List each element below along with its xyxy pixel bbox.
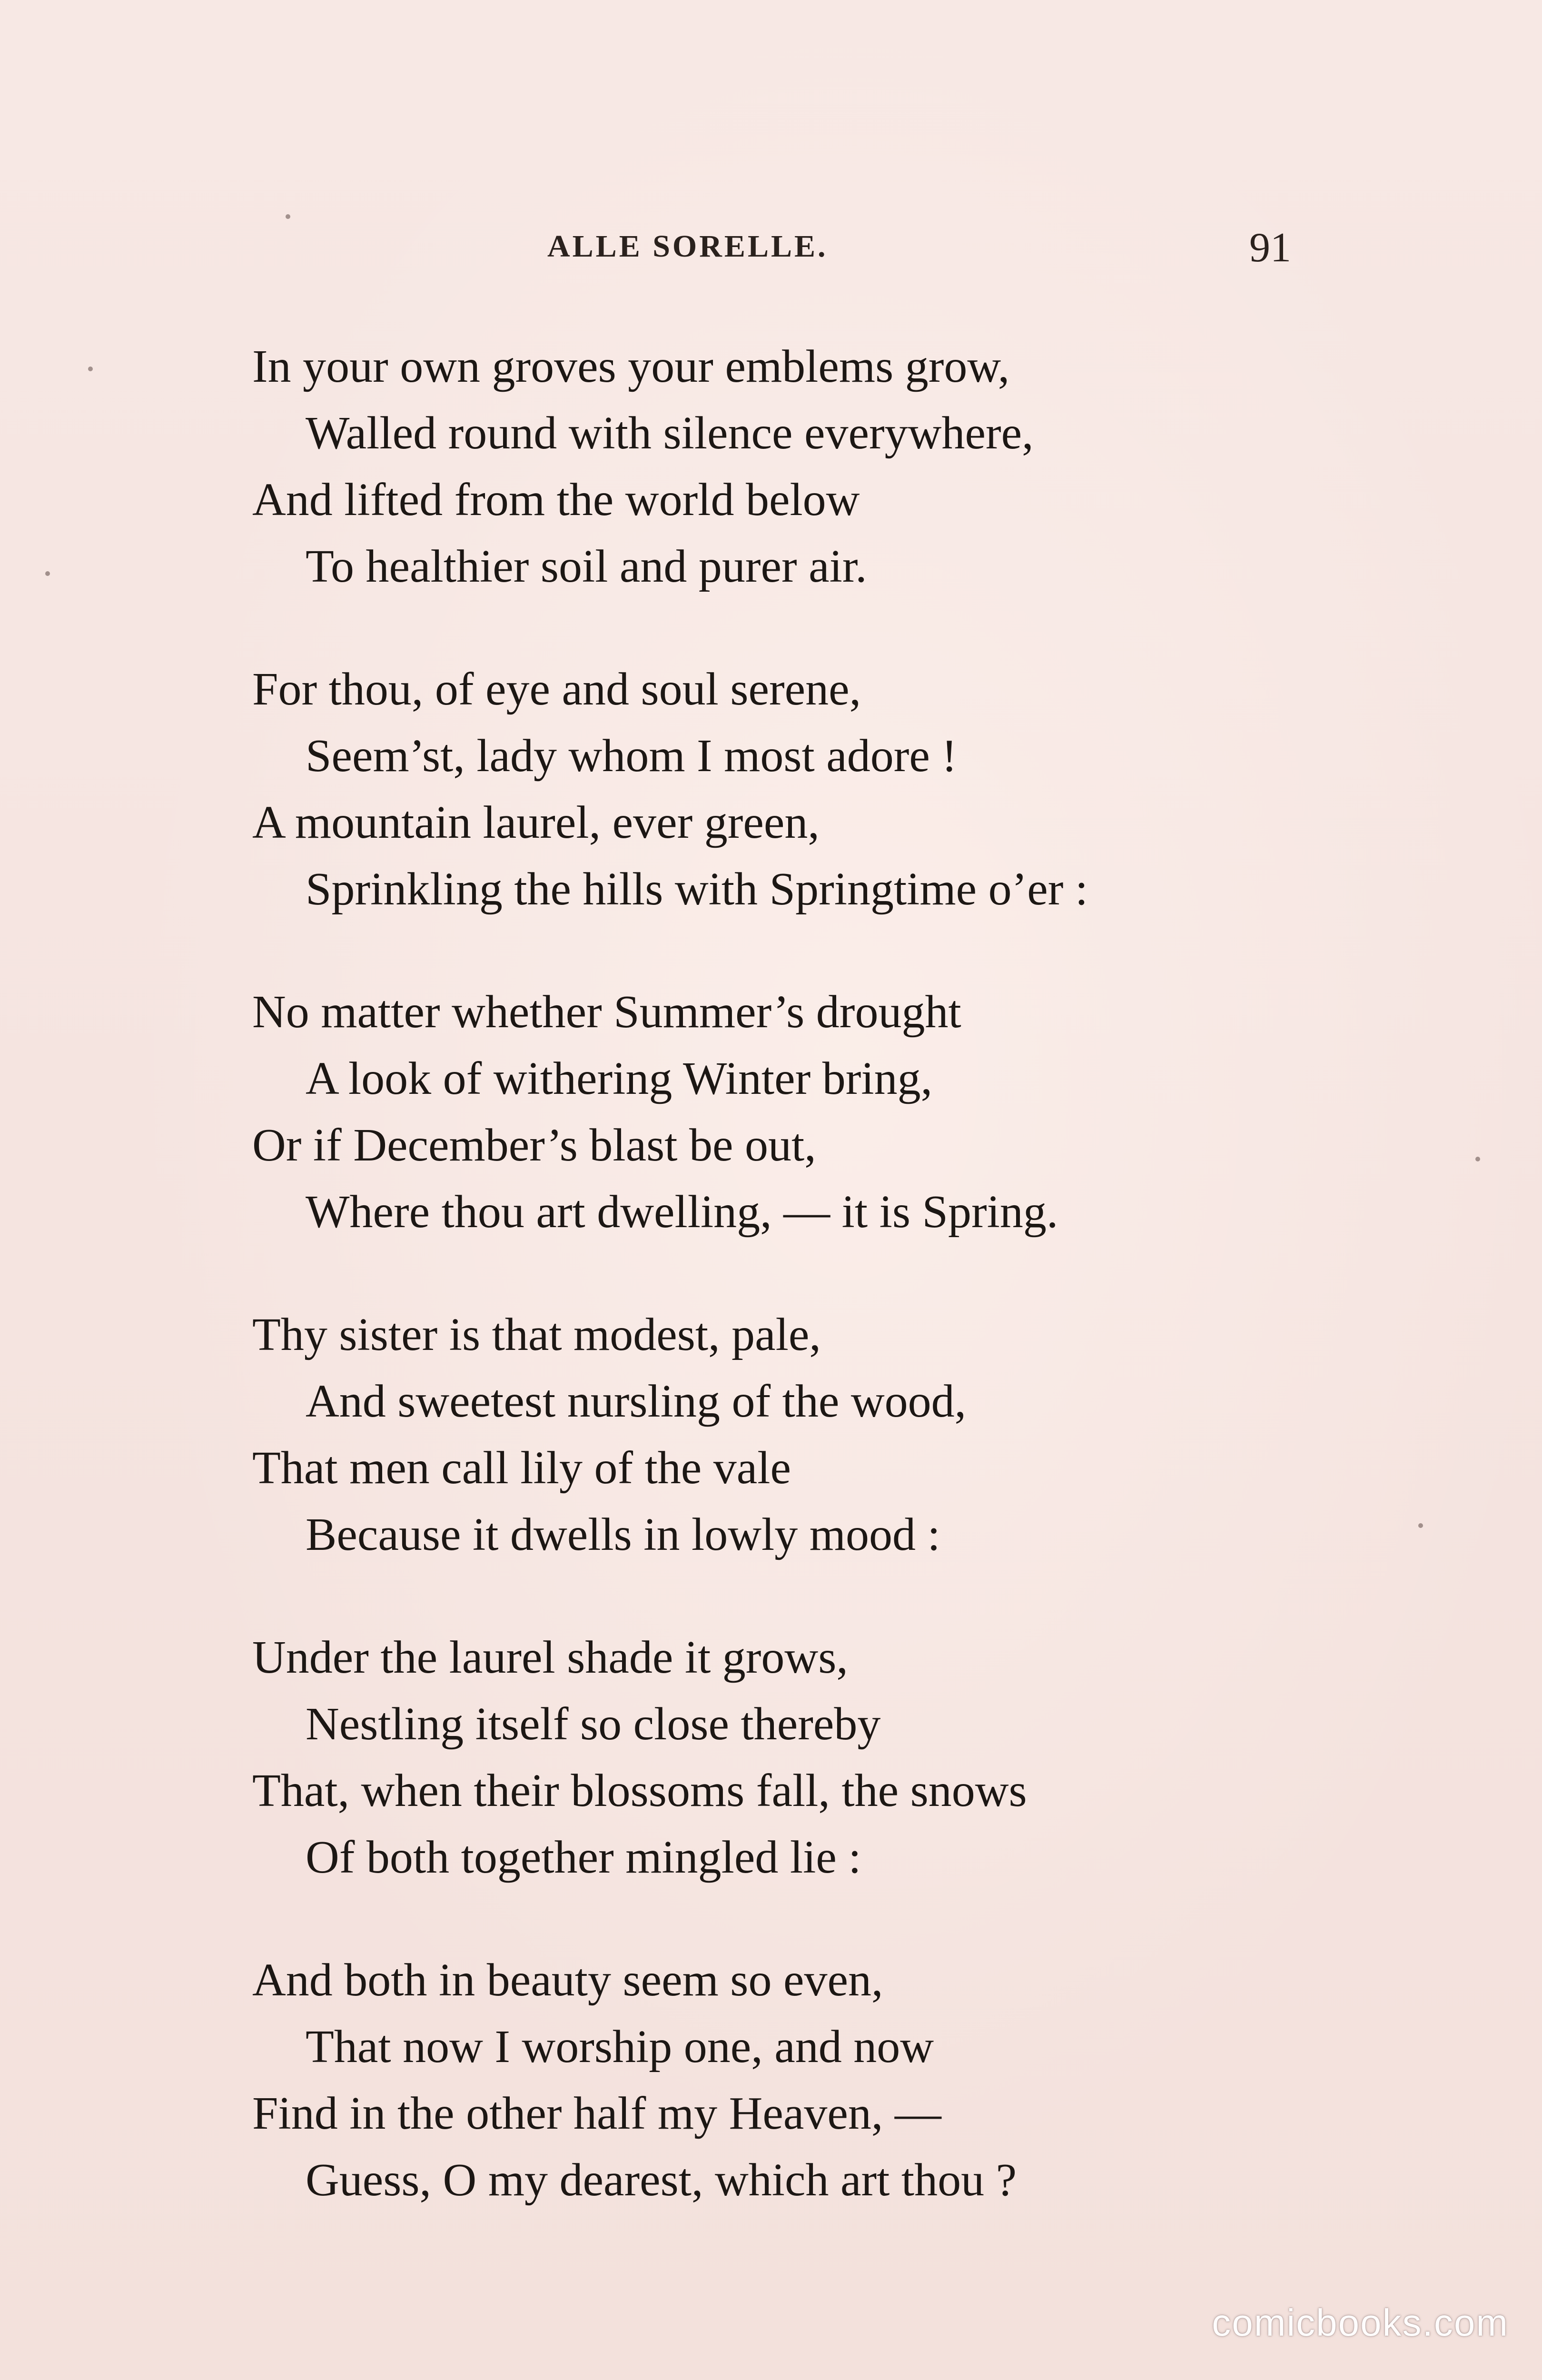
poem-line: Seem’st, lady whom I most adore ! — [306, 730, 958, 782]
poem-body — [252, 333, 1347, 2270]
poem-line: A look of withering Winter bring, — [306, 1053, 933, 1104]
stanza — [252, 333, 1347, 600]
poem-line: Thy sister is that modest, pale, — [252, 1309, 821, 1360]
stanza — [252, 1301, 1347, 1568]
page-number: 91 — [1249, 225, 1291, 271]
poem-line: Guess, O my dearest, which art thou ? — [306, 2154, 1017, 2206]
stanza — [252, 656, 1347, 922]
paper-speck — [1418, 1523, 1423, 1528]
poem-line: That men call lily of the vale — [252, 1442, 791, 1494]
poem-line: Because it dwells in lowly mood : — [306, 1509, 940, 1560]
poem-line: That now I worship one, and now — [306, 2021, 934, 2073]
stanza — [252, 1947, 1347, 2213]
poem-line: And lifted from the world below — [252, 474, 860, 526]
poem-line: Sprinkling the hills with Springtime o’er : — [306, 863, 1088, 915]
poem-line: Of both together mingled lie : — [306, 1832, 861, 1883]
watermark: comicbooks.com — [1212, 2301, 1509, 2344]
poem-line: A mountain laurel, ever green, — [252, 797, 820, 848]
paper-speck — [45, 571, 50, 576]
poem-line: To healthier soil and purer air. — [306, 541, 867, 592]
poem-line: That, when their blossoms fall, the snows — [252, 1765, 1027, 1816]
poem-line: Find in the other half my Heaven, — — [252, 2088, 941, 2139]
running-head: ALLE SORELLE. — [547, 229, 828, 264]
paper-speck — [1475, 1157, 1480, 1161]
poem-line: No matter whether Summer’s drought — [252, 986, 961, 1038]
stanza — [252, 1624, 1347, 1891]
poem-line: And both in beauty seem so even, — [252, 1954, 883, 2006]
poem-line: Walled round with silence everywhere, — [306, 407, 1034, 459]
paper-speck — [286, 214, 290, 219]
poem-line: For thou, of eye and soul serene, — [252, 664, 861, 715]
paper-speck — [88, 367, 93, 371]
poem-line: And sweetest nursling of the wood, — [306, 1376, 967, 1427]
poem-line: Or if December’s blast be out, — [252, 1120, 816, 1171]
stanza — [252, 979, 1347, 1245]
poem-line: Where thou art dwelling, — it is Spring. — [306, 1186, 1058, 1238]
poem-line: Nestling itself so close thereby — [306, 1698, 881, 1750]
poem-line: Under the laurel shade it grows, — [252, 1632, 848, 1683]
poem-line: In your own groves your emblems grow, — [252, 341, 1010, 392]
